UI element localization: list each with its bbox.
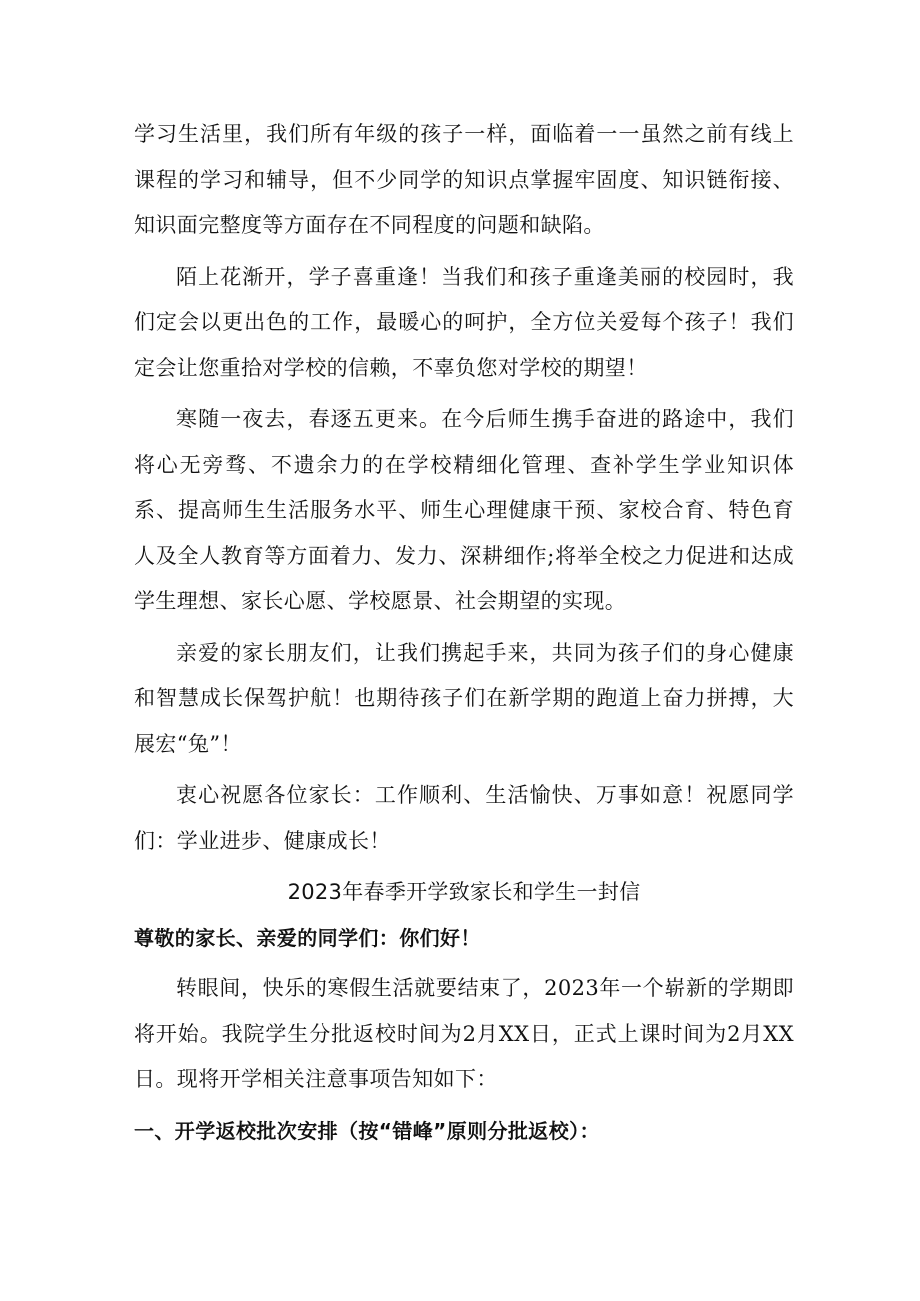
- paragraph-reunion: 陌上花渐开，学子喜重逢！当我们和孩子重逢美丽的校园时，我们定会以更出色的工作，最暖心的呵护，全方位关爱每个孩子！我们定会让您重拾对学校的信赖，不辜负您对学校的期望！: [134, 264, 794, 380]
- document-body: [134, 112, 794, 1153]
- section-heading-return-batches: 一、开学返校批次安排（按“错峰”原则分批返校）：: [134, 1118, 600, 1143]
- letter-greeting: 尊敬的家长、亲爱的同学们：你们好！: [134, 926, 481, 950]
- paragraph-parents-appeal: 亲爱的家长朋友们，让我们携起手来，共同为孩子们的身心健康和智慧成长保驾护航！也期待孩子们在新学期的跑道上奋力拼搏，大展宏“兔”！: [134, 640, 794, 756]
- letter-title: 2023年春季开学致家长和学生一封信: [287, 880, 641, 904]
- paragraph-intro: 转眼间，快乐的寒假生活就要结束了，2023年一个崭新的学期即将开始。我院学生分批返校时间为2月XX日，正式上课时间为2月XX日。现将开学相关注意事项告知如下：: [134, 976, 794, 1091]
- paragraph-future-work: 寒随一夜去，春逐五更来。在今后师生携手奋进的路途中，我们将心无旁骛、不遗余力的在学校精细化管理、查补学生学业知识体系、提高师生生活服务水平、师生心理健康干预、家校合育、特色育人及全人教育等方面着力、发力、深耕细作;将举全校之力促进和达成学生理想、家长心愿、学校愿景、社会期望的实现。: [134, 407, 794, 613]
- paragraph-learning-gaps: 学习生活里，我们所有年级的孩子一样，面临着一一虽然之前有线上课程的学习和辅导，但不少同学的知识点掌握牢固度、知识链衔接、知识面完整度等方面存在不同程度的问题和缺陷。: [134, 122, 794, 237]
- paragraph-wishes: 衷心祝愿各位家长：工作顺利、生活愉快、万事如意！祝愿同学们：学业进步、健康成长！: [134, 783, 794, 853]
